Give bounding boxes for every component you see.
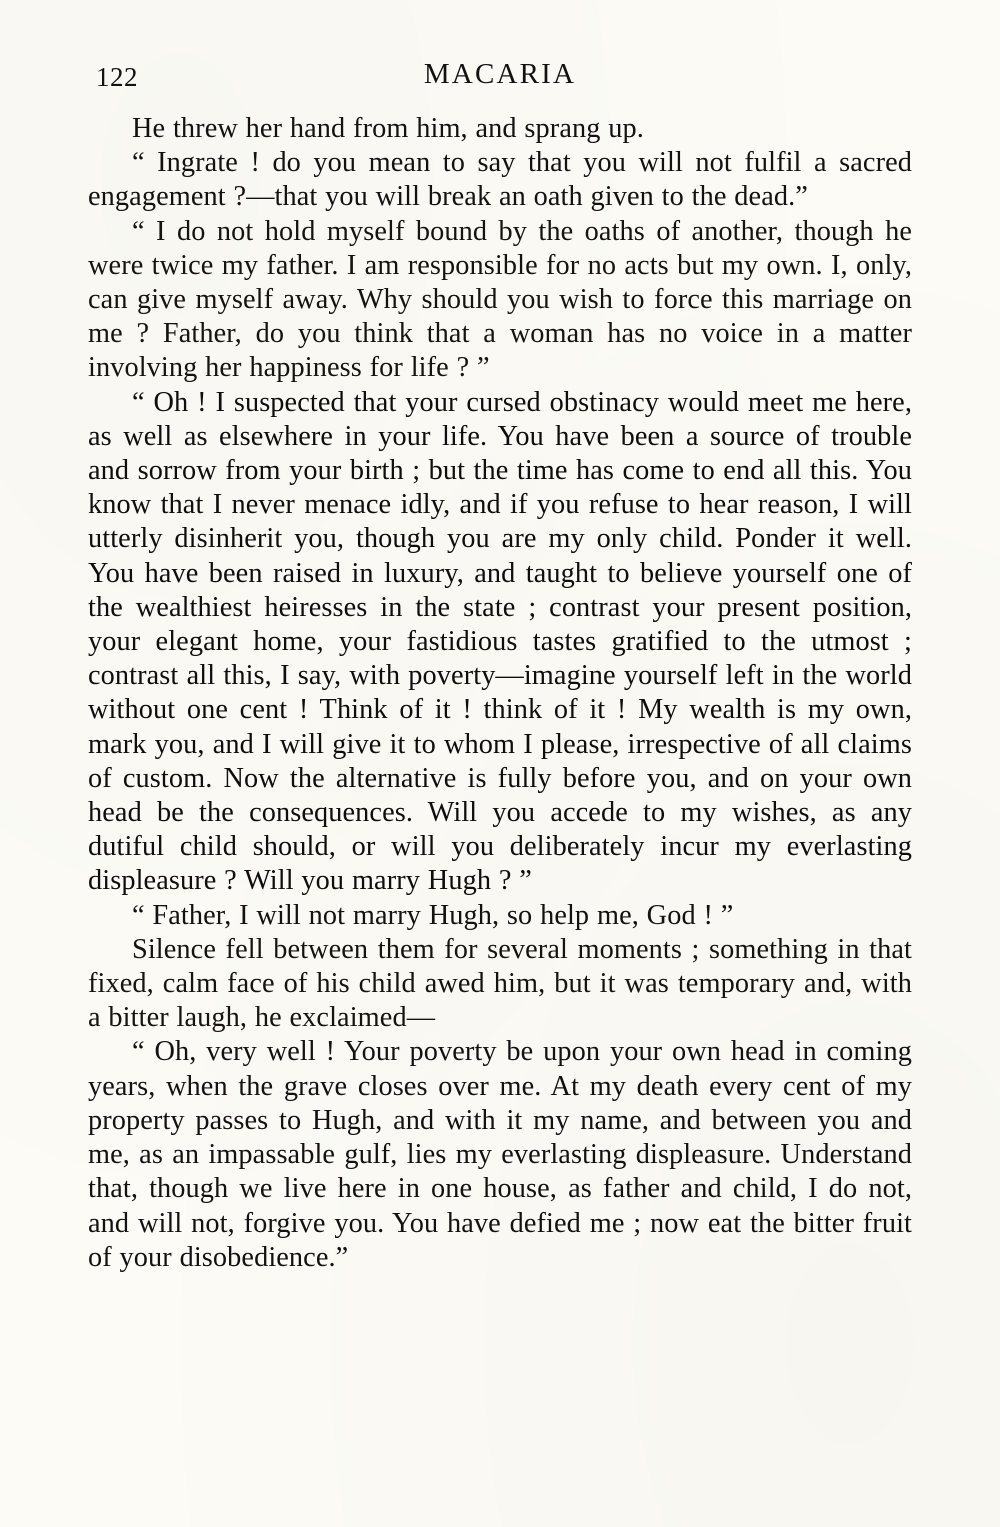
paragraph: “ Oh ! I suspected that your cursed obstinacy would meet me here, as well as elsewhere in your life. You have been a source of trouble and sorrow from your birth ; but the time has come to end all this. You know that I never menace idly, and if you refuse to hear reason, I will utterly disinherit you, though you are my only child. Ponder it well. You have been raised in luxury, and taught to believe yourself one of the wealthiest heiresses in the state ; contrast your present position, your elegant home, your fastidious tastes gratified to the utmost ; contrast all this, I say, with poverty—imagine yourself left in the world without one cent ! Think of it ! think of it ! My wealth is my own, mark you, and I will give it to whom I please, irrespective of all claims of custom. Now the alternative is fully before you, and on your own head be the consequences. Will you accede to my wishes, as any dutiful child should, or will you deliberately incur my everlasting displeasure ? Will you marry Hugh ? ” — [88, 386, 912, 897]
paragraph: “ Oh, very well ! Your poverty be upon your own head in coming years, when the grave closes over me. At my death every cent of my property passes to Hugh, and with it my name, and between you and me, as an impassable gulf, lies my everlasting displeasure. Understand that, though we live here in one house, as father and child, I do not, and will not, forgive you. You have defied me ; now eat the bitter fruit of your disobedience.” — [88, 1036, 912, 1273]
paragraph: He threw her hand from him, and sprang up. — [132, 113, 644, 144]
paragraph: “ Father, I will not marry Hugh, so help me, God ! ” — [132, 899, 734, 931]
page-body — [88, 112, 912, 1275]
paragraph: “ Ingrate ! do you mean to say that you will not fulfil a sacred engagement ?—that you will break an oath given to the dead.” — [88, 147, 912, 213]
paragraph: Silence fell between them for several moments ; something in that fixed, calm face of his child awed him, but it was temporary and, with a bitter laugh, he exclaimed— — [88, 933, 912, 1034]
page-number: 122 — [96, 62, 138, 92]
running-title: MACARIA — [423, 58, 577, 90]
paragraph: “ I do not hold myself bound by the oaths of another, though he were twice my father. I am responsible for no acts but my own. I, only, can give myself away. Why should you wish to force this marriage on me ? Father, do you think that a woman has no voice in a matter involving her happiness for life ? ” — [88, 215, 912, 384]
page-header — [88, 52, 912, 102]
